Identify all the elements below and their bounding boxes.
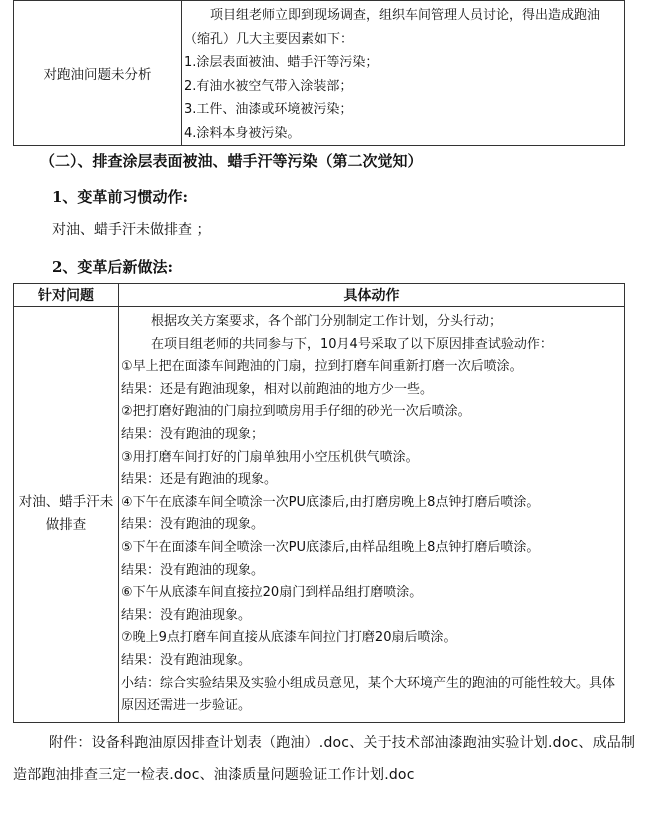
factor-item: 2.有油水被空气带入涂装部；	[184, 78, 353, 94]
after-heading: 2、变革后新做法:	[52, 258, 173, 276]
cause-analysis-table	[13, 0, 625, 146]
issue-cell: 对跑油问题未分析	[14, 1, 182, 146]
analysis-cell	[182, 1, 625, 146]
action-line: ④下午在底漆车间全喷涂一次PU底漆后,由打磨房晚上8点钟打磨后喷涂。	[121, 494, 540, 510]
before-heading: 1、变革前习惯动作:	[52, 188, 188, 206]
action-line: ①早上把在面漆车间跑油的门扇，拉到打磨车间重新打磨一次后喷涂。	[121, 359, 523, 375]
action-line: ②把打磨好跑油的门扇拉到喷房用手仔细的砂光一次后喷涂。	[121, 404, 471, 420]
section-heading: （二）、排查涂层表面被油、蜡手汗等污染（第二次觉知）	[40, 152, 423, 170]
factor-item: 1.涂层表面被油、蜡手汗等污染；	[184, 55, 379, 70]
result-line: 结果：没有跑油现象。	[121, 652, 252, 668]
result-line: 结果：没有跑油现象。	[121, 607, 252, 623]
factor-item: 3.工件、油漆或环境被污染；	[184, 102, 353, 117]
action-line: ⑤下午在面漆车间全喷涂一次PU底漆后,由样品组晚上8点钟打磨后喷涂。	[121, 539, 540, 555]
header-issue: 针对问题	[14, 284, 119, 307]
action-line: 根据攻关方案要求，各个部门分别制定工作计划，分头行动；	[151, 314, 503, 329]
before-text: 对油、蜡手汗未做排查 ；	[52, 222, 211, 238]
action-line: ⑦晚上9点打磨车间直接从底漆车间拉门打磨20扇后喷涂。	[121, 630, 457, 646]
issue-cell: 对油、蜡手汗未做排查	[14, 307, 119, 723]
header-action: 具体动作	[119, 284, 625, 307]
summary-line: 小结：综合实验结果及实验小组成员意见，某个大环境产生的跑油的可能性较大。具体原因还需进一步验证。	[121, 675, 616, 714]
result-line: 结果：没有跑油的现象。	[121, 517, 265, 533]
result-line: 结果：没有跑油的现象；	[121, 426, 265, 442]
factor-item: 4.涂料本身被污染。	[184, 125, 301, 141]
action-line: 在项目组老师的共同参与下，10月4号采取了以下原因排查试验动作：	[151, 336, 553, 352]
action-cell	[119, 307, 625, 723]
actions-table	[13, 283, 625, 723]
analysis-intro: 项目组老师立即到现场调查，组织车间管理人员讨论，得出造成跑油（缩孔）几大主要因素如下：	[184, 8, 601, 47]
result-line: 结果：还是有跑油现象，相对以前跑油的地方少一些。	[121, 381, 434, 397]
result-line: 结果：还是有跑油的现象。	[121, 472, 278, 488]
attachment-paragraph: 附件：设备科跑油原因排查计划表（跑油）.doc、关于技术部油漆跑油实验计划.doc、成品制造部跑油排查三定一检表.doc、油漆质量问题验证工作计划.doc	[13, 735, 636, 783]
result-line: 结果：没有跑油的现象。	[121, 562, 265, 578]
action-line: ⑥下午从底漆车间直接拉20扇门到样品组打磨喷涂。	[121, 585, 423, 601]
action-line: ③用打磨车间打好的门扇单独用小空压机供气喷涂。	[121, 449, 419, 465]
